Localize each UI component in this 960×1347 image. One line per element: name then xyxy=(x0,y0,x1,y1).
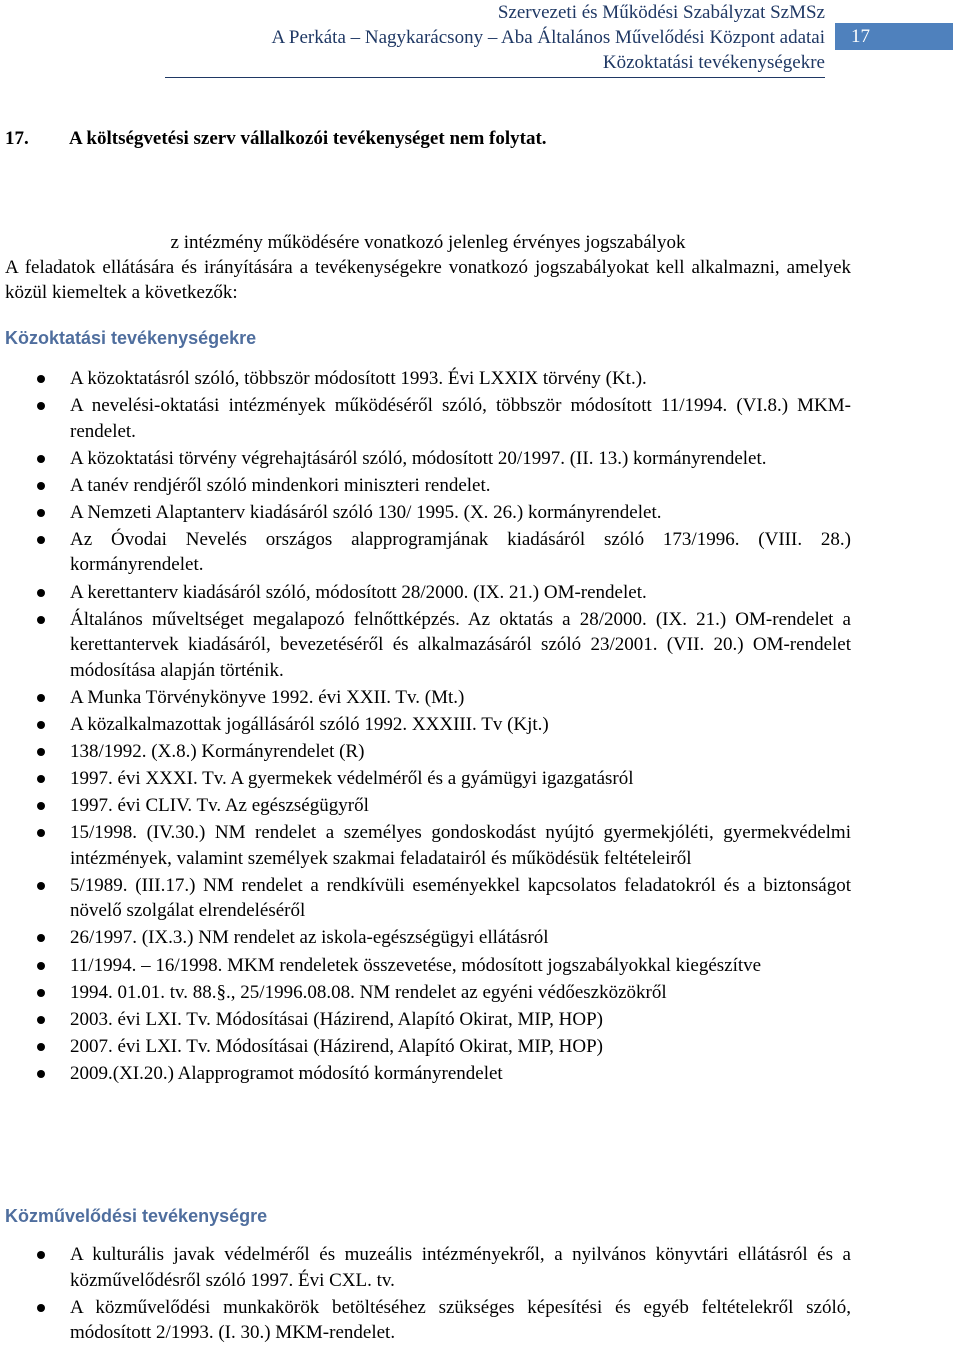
section-number: 17. xyxy=(5,128,29,149)
intro-block xyxy=(5,230,851,305)
list-item: 138/1992. (X.8.) Kormányrendelet (R) xyxy=(0,739,851,765)
list-item: 26/1997. (IX.3.) NM rendelet az iskola-egészségügyi ellátásról xyxy=(0,925,851,951)
page-number-badge: 17 xyxy=(835,23,953,50)
list-item: A kulturális javak védelméről és muzeális intézményekről, a nyilvános könyvtári ellátásról és a közművelődésről szóló 1997. Évi CXL. tv. xyxy=(0,1242,851,1293)
list-item: 1997. évi XXXI. Tv. A gyermekek védelméről és a gyámügyi igazgatásról xyxy=(0,766,851,792)
list-item: 1997. évi CLIV. Tv. Az egészségügyről xyxy=(0,793,851,819)
running-header xyxy=(145,0,825,75)
list-item: 2003. évi LXI. Tv. Módosításai (Házirend, Alapító Okirat, MIP, HOP) xyxy=(0,1007,851,1033)
section-title-text: A költségvetési szerv vállalkozói tevékenységet nem folytat. xyxy=(69,128,547,149)
page-header xyxy=(0,0,960,80)
list-item: A Nemzeti Alaptanterv kiadásáról szóló 130/ 1995. (X. 26.) kormányrendelet. xyxy=(0,500,851,526)
section-title xyxy=(5,128,547,150)
header-line-1: Szervezeti és Működési Szabályzat SzMSz xyxy=(497,2,825,23)
list-item: 2007. évi LXI. Tv. Módosításai (Házirend, Alapító Okirat, MIP, HOP) xyxy=(0,1034,851,1060)
kozoktatasi-heading: Közoktatási tevékenységekre xyxy=(5,328,257,348)
list-item: 5/1989. (III.17.) NM rendelet a rendkívüli eseményekkel kapcsolatos feladatokról és a biztonságot növelő szolgálat elrendeléséről xyxy=(0,873,851,924)
intro-paragraph: A feladatok ellátására és irányítására a tevékenységekre vonatkozó jogszabályokat kell alkalmazni, amelyek közül kiemeltek a következők: xyxy=(5,257,851,303)
list-item: 15/1998. (IV.30.) NM rendelet a személyes gondoskodást nyújtó gyermekjóléti, gyermekvédelmi intézmények, valamint személyek szakmai feladatairól és működésük feltételeiről xyxy=(0,820,851,871)
kozmuvelodesi-list xyxy=(0,1242,851,1347)
list-item: A közalkalmazottak jogállásáról szóló 1992. XXXIII. Tv (Kjt.) xyxy=(0,712,851,738)
kozmuvelodesi-heading: Közművelődési tevékenységre xyxy=(5,1206,268,1226)
header-line-2: A Perkáta – Nagykarácsony – Aba Általános Művelődési Központ adatai xyxy=(271,27,825,48)
list-item: A közművelődési munkakörök betöltéséhez szükséges képesítési és egyéb feltételekről szóló, módosított 2/1993. (I. 30.) MKM-rendelet. xyxy=(0,1295,851,1346)
list-item: A közoktatási törvény végrehajtásáról szóló, módosított 20/1997. (II. 13.) kormányrendelet. xyxy=(0,446,851,472)
list-item: A kerettanterv kiadásáról szóló, módosított 28/2000. (IX. 21.) OM-rendelet. xyxy=(0,580,851,606)
list-item: A közoktatásról szóló, többször módosított 1993. Évi LXXIX törvény (Kt.). xyxy=(0,366,851,392)
kozoktatasi-list xyxy=(0,366,851,1088)
header-line-3: Közoktatási tevékenységekre xyxy=(602,52,825,73)
list-item: 1994. 01.01. tv. 88.§., 25/1996.08.08. NM rendelet az egyéni védőeszközökről xyxy=(0,980,851,1006)
list-item: Általános műveltséget megalapozó felnőttképzés. Az oktatás a 28/2000. (IX. 21.) OM-rendelet a kerettantervek kiadásáról, bevezetéséről és alkalmazásáról szóló 23/2001. (VII. 20.) OM-rendelet módosítása alapján történik. xyxy=(0,607,851,684)
list-item: Az Óvodai Nevelés országos alapprogramjának kiadásáról szóló 173/1996. (VIII. 28.) kormányrendelet. xyxy=(0,527,851,578)
header-divider xyxy=(165,77,825,78)
list-item: 2009.(XI.20.) Alapprogramot módosító kormányrendelet xyxy=(0,1061,851,1087)
list-item: 11/1994. – 16/1998. MKM rendeletek összevetése, módosított jogszabályokkal kiegészítve xyxy=(0,953,851,979)
intro-heading: z intézmény működésére vonatkozó jelenleg érvényes jogszabályok xyxy=(170,232,686,253)
list-item: A nevelési-oktatási intézmények működéséről szóló, többször módosított 11/1994. (VI.8.) MKM-rendelet. xyxy=(0,393,851,444)
list-item: A Munka Törvénykönyve 1992. évi XXII. Tv. (Mt.) xyxy=(0,685,851,711)
list-item: A tanév rendjéről szóló mindenkori miniszteri rendelet. xyxy=(0,473,851,499)
